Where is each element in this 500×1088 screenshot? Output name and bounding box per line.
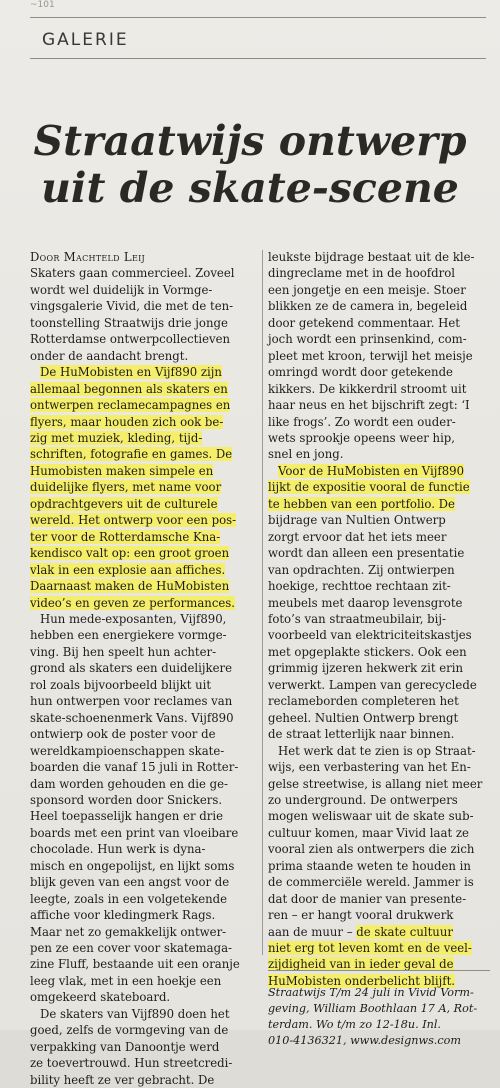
highlighted-text: flyers, maar houden zich ook be- — [30, 414, 224, 429]
text-line: wets sprookje opeens weer hip, — [268, 430, 455, 445]
text-line: like frogs’. Zo wordt een ouder- — [268, 414, 456, 429]
text-line: leeg vlak, met in een hoekje een — [30, 973, 222, 988]
highlighted-text: allemaal begonnen als skaters en — [30, 381, 228, 396]
text-line: omgekeerd skateboard. — [30, 990, 171, 1005]
text-line: Hun mede-exposanten, Vijf890, — [40, 611, 227, 626]
text-line: hun ontwerpen voor reclames van — [30, 694, 233, 709]
text-line: met opgeplakte stickers. Ook een — [268, 644, 467, 659]
highlighted-text: ontwerpen reclamecampagnes en — [30, 398, 231, 413]
text-line: verwerkt. Lampen van gerecyclede — [268, 677, 477, 692]
text-line — [30, 414, 258, 430]
text-line: omringd wordt door getekende — [268, 365, 453, 380]
text-line: blijk geven van een angst voor de — [30, 875, 230, 890]
info-line: Straatwijs T/m 24 juli in Vivid Vorm- — [268, 986, 474, 999]
text-line: affiche voor kledingmerk Rags. — [30, 908, 216, 923]
text-line: door getekend commentaar. Het — [268, 315, 460, 330]
text-line: foto’s van straatmeubilair, bij- — [268, 611, 446, 626]
highlighted-text: wereld. Het ontwerp voor een pos- — [30, 513, 237, 528]
top-rule — [30, 17, 486, 18]
text-line — [30, 512, 258, 528]
text-line: Rotterdamse ontwerpcollectieven — [30, 332, 231, 347]
text-line: Skaters gaan commercieel. Zoveel — [30, 266, 235, 281]
text-line: blikken ze de camera in, begeleid — [268, 299, 468, 314]
highlighted-text: ter voor de Rotterdamsche Kna- — [30, 529, 221, 544]
section-label: GALERIE — [42, 30, 129, 50]
text-line: goed, zelfs de vormgeving van de — [30, 1023, 229, 1038]
text-line — [30, 463, 258, 479]
exhibition-info — [268, 985, 490, 1049]
text-line — [30, 397, 258, 413]
text-line: skate-schoenenmerk Vans. Vijf890 — [30, 710, 234, 725]
highlighted-text: zig met muziek, kleding, tijd- — [30, 430, 203, 445]
text-line: grimmig ijzeren hekwerk zit erin — [268, 661, 463, 676]
text-line: hoekige, rechttoe rechtaan zit- — [268, 579, 451, 594]
text-line: cultuur komen, maar Vivid laat ze — [268, 825, 469, 840]
text-line: de straat letterlijk naar binnen. — [268, 727, 455, 742]
text-line: meubels met daarop levensgrote — [268, 595, 463, 610]
headline-line-1: Straatwijs ontwerp — [33, 117, 467, 165]
highlighted-text: Humobisten maken simpele en — [30, 463, 214, 478]
text-line — [30, 578, 258, 594]
text-line: joch wordt een prinsenkind, com- — [268, 332, 467, 347]
text-line: een jongetje en een meisje. Stoer — [268, 282, 466, 297]
text-line — [30, 446, 258, 462]
highlighted-text: HuMobisten onderbelicht blijft. — [268, 973, 456, 988]
info-line: 010-4136321, www.designws.com — [268, 1034, 461, 1047]
text-line — [30, 364, 258, 380]
text-line: leegte, zoals in een volgetekende — [30, 891, 228, 906]
byline: Door Machteld Leij — [30, 250, 146, 264]
text-line: ze toevertrouwd. Hun streetcredi- — [30, 1056, 233, 1071]
section-rule — [30, 58, 486, 59]
text-line — [268, 463, 490, 479]
text-line: wordt wel duidelijk in Vormge- — [30, 282, 213, 297]
article-column-2 — [268, 249, 490, 989]
text-line: geheel. Nultien Ontwerp brengt — [268, 710, 459, 725]
highlighted-text: vlak in een explosie aan affiches. — [30, 562, 226, 577]
highlighted-text: Voor de HuMobisten en Vijf890 — [278, 463, 465, 478]
text-line: sponsord worden door Snickers. — [30, 792, 223, 807]
text-line: verpakking van Danoontje werd — [30, 1039, 220, 1054]
text-line — [30, 479, 258, 495]
text-line: pen ze een cover voor skatemaga- — [30, 941, 232, 956]
highlighted-text: video’s en geven ze performances. — [30, 595, 235, 610]
text-line: De skaters van Vijf890 doen het — [40, 1006, 230, 1021]
info-line: terdam. Wo t/m zo 12-18u. Inl. — [268, 1018, 441, 1031]
highlighted-text: de skate cultuur — [356, 924, 453, 939]
text-line: van opdrachten. Zij ontwierpen — [268, 562, 455, 577]
text-line: dingreclame met in de hoofdrol — [268, 266, 455, 281]
text-line: leukste bijdrage bestaat uit de kle- — [268, 250, 475, 264]
text-line: toonstelling Straatwijs drie jonge — [30, 315, 228, 330]
text-line: Maar net zo gemakkelijk ontwer- — [30, 924, 227, 939]
text-line: zine Fluff, bestaande uit een oranje — [30, 957, 240, 972]
text-line: wordt dan alleen een presentatie — [268, 546, 465, 561]
text-line: voorbeeld van elektriciteitskastjes — [268, 628, 472, 643]
text-line: ren – er hangt vooral drukwerk — [268, 908, 454, 923]
text-line: bijdrage van Nultien Ontwerp — [268, 513, 446, 528]
highlighted-text: kendisco valt op: een groot groen — [30, 546, 230, 561]
text-line: de commerciële wereld. Jammer is — [268, 875, 474, 890]
text-line: zo underground. De ontwerpers — [268, 792, 458, 807]
text-line: rol zoals bijvoorbeeld blijkt uit — [30, 677, 212, 692]
headline — [0, 118, 500, 212]
text-line — [30, 430, 258, 446]
highlighted-text: opdrachtgevers uit de culturele — [30, 496, 218, 511]
text-line: boarden die vanaf 15 juli in Rotter- — [30, 760, 239, 775]
text-line: mogen weliswaar uit de skate sub- — [268, 809, 474, 824]
text-line: ontwierp ook de poster voor de — [30, 727, 216, 742]
text-line: pleet met kroon, terwijl het meisje — [268, 348, 473, 363]
text-line: chocolade. Hun werk is dyna- — [30, 842, 206, 857]
text-line: haar neus en het bijschrift zegt: ‘I — [268, 398, 470, 413]
text-line: vooral zien als ontwerpers die zich — [268, 842, 475, 857]
column-separator — [262, 250, 263, 955]
text-fragment: aan de muur – — [268, 924, 353, 939]
text-line: reclameborden completeren het — [268, 694, 459, 709]
text-line: prima staande weten te houden in — [268, 858, 471, 873]
page-marker: ~101 — [30, 0, 55, 10]
text-line: misch en ongepolijst, en lijkt soms — [30, 858, 235, 873]
text-line — [268, 479, 490, 495]
article-column-1 — [30, 249, 258, 1088]
text-line — [30, 529, 258, 545]
text-line — [30, 562, 258, 578]
text-line: wijs, een verbastering van het En- — [268, 760, 471, 775]
info-line: geving, William Boothlaan 17 A, Rot- — [268, 1002, 478, 1015]
text-line: ving. Bij hen speelt hun achter- — [30, 644, 217, 659]
text-line: gelse streetwise, is allang niet meer — [268, 776, 483, 791]
text-line — [30, 595, 258, 611]
text-line: vingsgalerie Vivid, die met de ten- — [30, 299, 234, 314]
text-line: hebben een energiekere vormge- — [30, 628, 227, 643]
highlighted-text: zijdigheid van in ieder geval de — [268, 957, 454, 972]
text-line: zorgt ervoor dat het iets meer — [268, 529, 447, 544]
highlighted-text: De HuMobisten en Vijf890 zijn — [40, 365, 222, 380]
text-line: dat door de manier van presente- — [268, 891, 467, 906]
highlighted-text: lijkt de expositie vooral de functie — [268, 480, 470, 495]
highlighted-text: duidelijke flyers, met name voor — [30, 480, 222, 495]
text-line — [30, 381, 258, 397]
text-line: grond als skaters een duidelijkere — [30, 661, 233, 676]
info-rule — [268, 970, 490, 971]
highlighted-text: Daarnaast maken de HuMobisten — [30, 579, 230, 594]
text-line: dam worden gehouden en die ge- — [30, 776, 229, 791]
highlighted-text: niet erg tot leven komt en de veel- — [268, 941, 472, 956]
text-line: Het werk dat te zien is op Straat- — [278, 743, 476, 758]
headline-line-2: uit de skate-scene — [41, 164, 459, 212]
text-line — [268, 940, 490, 956]
text-line: boards met een print van vloeibare — [30, 825, 239, 840]
highlighted-text: te hebben van een portfolio. De — [268, 496, 455, 511]
text-line: wereldkampioenschappen skate- — [30, 743, 225, 758]
text-line — [30, 545, 258, 561]
text-line — [268, 924, 490, 940]
text-line — [30, 496, 258, 512]
text-line: onder de aandacht brengt. — [30, 348, 189, 363]
text-line: kikkers. De kikkerdril stroomt uit — [268, 381, 467, 396]
text-line: Heel toepasselijk hangen er drie — [30, 809, 223, 824]
highlighted-text: schriften, fotografie en games. De — [30, 447, 233, 462]
text-line: snel en jong. — [268, 447, 344, 462]
text-line — [268, 496, 490, 512]
text-line: bility heeft ze ver gebracht. De — [30, 1072, 215, 1087]
